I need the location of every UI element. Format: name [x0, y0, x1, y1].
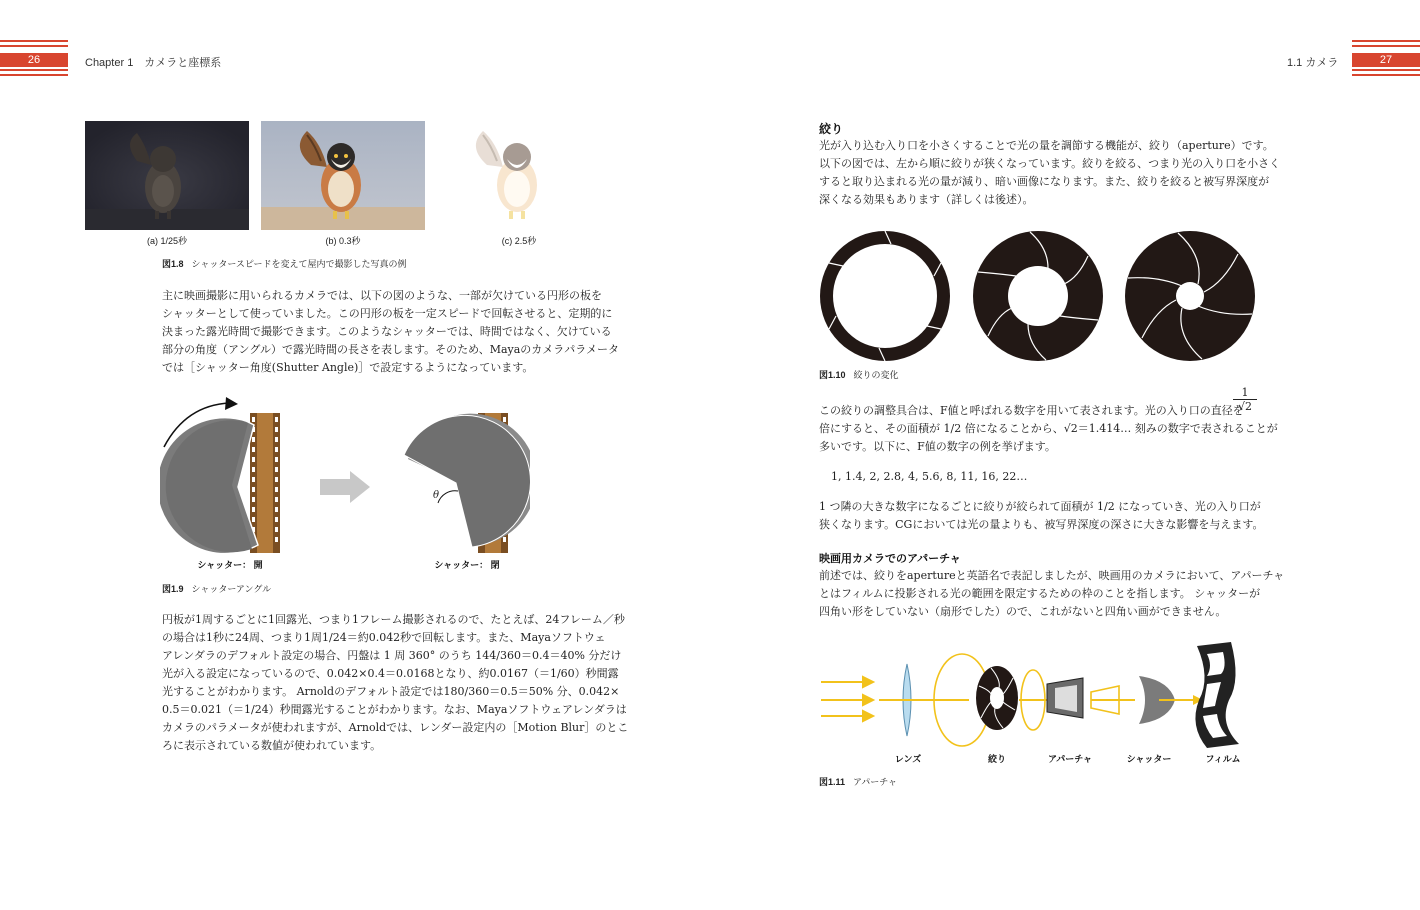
text-line: 多いです。以下に、F値の数字の例を挙げます。	[819, 440, 1056, 453]
text-line: 主に映画撮影に用いられるカメラでは、以下の図のような、一部が欠けている円形の板を	[162, 289, 602, 302]
diagram-label-aperture: アパーチャ	[1047, 754, 1092, 764]
figure-1-10-caption	[819, 368, 899, 381]
text-line: 部分の角度（アングル）で露光時間の長さを表します。そのため、Mayaのカメラパラメータ	[162, 343, 619, 356]
text-line: 光することがわかります。 Arnoldのデフォルト設定では180/360＝0.5＝50% 分、0.042×	[162, 685, 620, 698]
figure-label: 図1.8	[162, 259, 184, 269]
page-number-right: 27	[1352, 53, 1420, 67]
figure-1-9-caption	[162, 582, 271, 595]
aperture-narrow-icon	[1124, 230, 1256, 362]
figure-label: 図1.9	[162, 584, 184, 594]
figure-text: シャッターアングル	[191, 584, 272, 594]
diagram-label-lens: レンズ	[894, 754, 922, 764]
shutter-closed-label: シャッター： 閉	[434, 560, 500, 570]
text-line: の場合は1秒に24周、つまり1周1/24＝約0.042秒で回転します。また、Mayaソフトウェ	[162, 631, 606, 644]
iris-icon	[976, 666, 1018, 730]
left-paragraph-1	[162, 287, 619, 377]
right-paragraph-1	[819, 137, 1280, 209]
figure-text: アパーチャ	[853, 777, 898, 787]
left-paragraph-2	[162, 611, 628, 755]
text-line: 円板が1周するごとに1回露光、つまり1フレーム撮影されるので、たとえば、24フレーム／秒	[162, 613, 625, 626]
text-line: 前述では、絞りをapertureと英語名で表記しましたが、映画用のカメラにおいて、アパーチャ	[819, 569, 1285, 582]
text-line: 光が入り込む入り口を小さくすることで光の量を調節する機能が、絞り（aperture）です。	[819, 139, 1274, 152]
aperture-pipeline-diagram	[819, 640, 1259, 752]
text-line: アレンダラのデフォルト設定の場合、円盤は 1 周 360° のうち 144/360＝0.4＝40% 分だけ	[162, 649, 622, 662]
figure-1-8-caption	[162, 257, 407, 270]
light-arrow-icon	[821, 677, 873, 721]
aperture-frame-icon	[1047, 678, 1083, 718]
theta-symbol: θ	[433, 490, 440, 501]
right-paragraph-2	[819, 402, 1278, 456]
shutter-angle-diagram	[160, 395, 530, 565]
text-line: この絞りの調整具合は、F値と呼ばれる数字を用いて表されます。光の入り口の直径を	[819, 404, 1244, 417]
text-line: ろに表示されている数値が使われています。	[162, 739, 382, 752]
figure-label: 図1.10	[819, 370, 846, 380]
text-line: すると取り込まれる光の量が減り、暗い画像になります。また、絞りを絞ると被写界深度が	[819, 175, 1270, 188]
bird-photo-normal	[261, 121, 425, 230]
figure-text: 絞りの変化	[853, 370, 899, 380]
fraction-denominator: √2	[1237, 400, 1252, 413]
film-icon	[1195, 642, 1239, 748]
bird-photo-bright	[437, 121, 601, 230]
text-line: では［シャッター角度(Shutter Angle)］で設定するようになっています。	[162, 361, 534, 374]
text-line: 光が入る設定になっているので、0.042×0.4＝0.0168となり、約0.0167（＝1/60）秒間露	[162, 667, 619, 680]
right-paragraph-3	[819, 498, 1263, 534]
diagram-label-film: フィルム	[1205, 754, 1241, 764]
diagram-label-iris: 絞り	[987, 754, 1006, 764]
fraction-numerator: 1	[1233, 386, 1257, 400]
f-values-list: 1, 1.4, 2, 2.8, 4, 5.6, 8, 11, 16, 22…	[831, 470, 1028, 483]
text-line: シャッターとして使っていました。この円形の板を一定スピードで回転させると、定期的に	[162, 307, 613, 320]
heading-aperture: 絞り	[819, 122, 844, 136]
diagram-label-shutter: シャッター	[1126, 754, 1172, 764]
text-line: とはフィルムに投影される光の範囲を限定するための枠のことを指します。 シャッターが	[819, 587, 1261, 600]
text-line: 倍にすると、その面積が 1/2 倍になることから、√2＝1.414… 刻みの数字で表されることが	[819, 422, 1278, 435]
text-line: カメラのパラメータが使われますが、Arnoldでは、レンダー設定内の［Motion Blur］のとこ	[162, 721, 629, 734]
film-strip-icon	[250, 413, 280, 553]
text-line: 0.5＝0.021（＝1/24）秒間露光することがわかります。なお、Mayaソフトウェアレンダラは	[162, 703, 627, 716]
text-line: 四角い形をしていない（扇形でした）ので、これがないと四角い画ができません。	[819, 605, 1227, 618]
figure-text: シャッタースピードを変えて屋内で撮影した写真の例	[191, 259, 407, 269]
photo-caption-a: (a) 1/25秒	[146, 236, 188, 246]
figure-label: 図1.11	[819, 777, 846, 787]
photo-caption-b: (b) 0.3秒	[325, 236, 361, 246]
photo-caption-c: (c) 2.5秒	[501, 236, 537, 246]
text-line: 以下の図では、左から順に絞りが狭くなっています。絞りを絞る、つまり光の入り口を小さく	[819, 157, 1281, 170]
figure-1-11-caption	[819, 775, 897, 788]
shutter-open-label: シャッター： 開	[197, 560, 263, 570]
chapter-header: Chapter 1 カメラと座標系	[85, 57, 222, 69]
bird-photo-dark	[85, 121, 249, 230]
text-line: 決まった露光時間で撮影できます。このようなシャッターでは、時間ではなく、欠けている	[162, 325, 612, 338]
section-header: 1.1 カメラ	[1287, 57, 1339, 69]
page-number-left: 26	[0, 53, 68, 67]
text-line: 1 つ隣の大きな数字になるごとに絞りが絞られて面積が 1/2 になっていき、光の入り口が	[819, 500, 1261, 513]
text-line: 深くなる効果もあります（詳しくは後述）。	[819, 193, 1034, 206]
aperture-medium-icon	[972, 230, 1104, 362]
right-paragraph-4	[819, 567, 1284, 621]
aperture-wide-icon	[819, 230, 951, 362]
text-line: 狭くなります。CGにおいては光の量よりも、被写界深度の深さに大きな影響を与えます。	[819, 518, 1264, 531]
heading-cinema-aperture: 映画用カメラでのアパーチャ	[819, 553, 961, 565]
